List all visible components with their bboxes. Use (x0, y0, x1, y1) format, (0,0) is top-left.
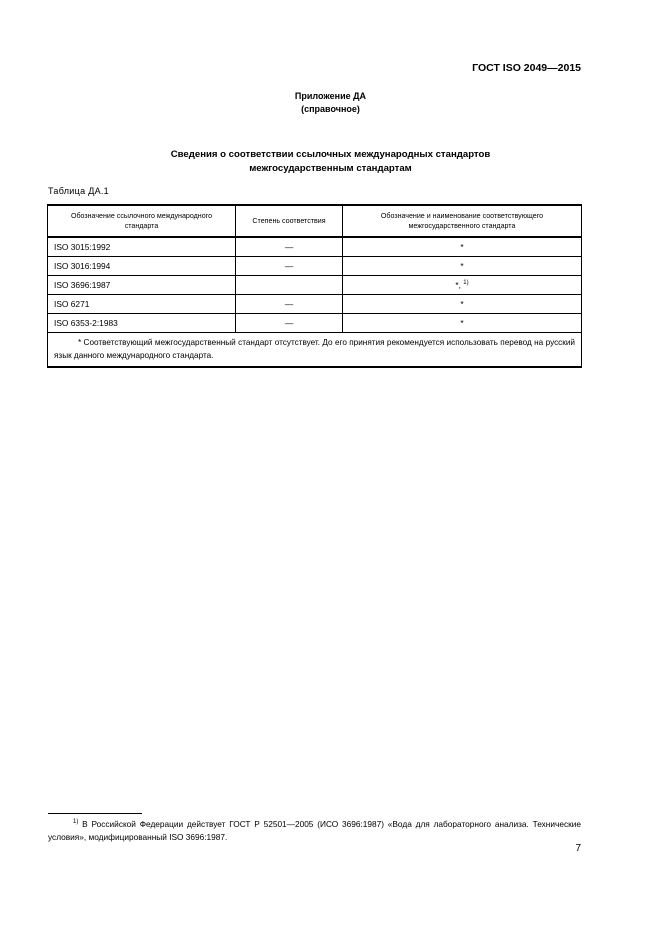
correspondence-table (47, 204, 582, 368)
table-note (48, 333, 582, 368)
cell-standard-code: ISO 3015:1992 (48, 237, 236, 257)
cell-degree: — (236, 314, 343, 333)
annex-subtitle: (справочное) (301, 104, 360, 114)
table-row (48, 276, 582, 295)
cell-interstate (343, 276, 582, 295)
table-row (48, 295, 582, 314)
document-id: ГОСТ ISO 2049—2015 (472, 62, 581, 74)
cell-degree: — (236, 257, 343, 276)
section-heading (0, 148, 661, 175)
annex-title: Приложение ДА (294, 91, 367, 101)
cell-interstate-mark: * (460, 299, 464, 309)
cell-interstate (343, 314, 582, 333)
footnote-divider (48, 813, 142, 814)
footnote (48, 816, 581, 844)
heading-line-1: Сведения о соответствии ссылочных международных стандартов (170, 149, 491, 160)
cell-interstate-mark: * (460, 242, 464, 252)
table-note-row (48, 333, 582, 368)
annex-block (0, 90, 661, 116)
cell-interstate-mark: * (460, 318, 464, 328)
cell-degree (236, 276, 343, 295)
cell-interstate-mark: * (460, 261, 464, 271)
table-header-row (48, 205, 582, 237)
column-header-degree: Степень соответствия (236, 205, 343, 237)
table-row (48, 237, 582, 257)
table-note-text: * Соответствующий межгосударственный стандарт отсутствует. До его принятия рекомендуется использовать перевод на русский язык данного международного стандарта. (54, 338, 575, 360)
page-number: 7 (575, 843, 581, 854)
cell-interstate-mark: *, (455, 280, 464, 290)
cell-interstate (343, 237, 582, 257)
cell-standard-code: ISO 3016:1994 (48, 257, 236, 276)
column-header-interstate: Обозначение и наименование соответствующего межгосударственного стандарта (343, 205, 582, 237)
cell-standard-code: ISO 6271 (48, 295, 236, 314)
table-row (48, 314, 582, 333)
table-caption: Таблица ДА.1 (48, 186, 109, 196)
cell-standard-code: ISO 6353-2:1983 (48, 314, 236, 333)
column-header-international: Обозначение ссылочного международного стандарта (48, 205, 236, 237)
cell-interstate (343, 257, 582, 276)
cell-degree: — (236, 295, 343, 314)
cell-interstate (343, 295, 582, 314)
footnote-text: В Российской Федерации действует ГОСТ Р 52501—2005 (ИСО 3696:1987) «Вода для лабораторного анализа. Технические условия», модифицированный ISO 3696:1987. (48, 818, 581, 842)
table-row (48, 257, 582, 276)
cell-degree: — (236, 237, 343, 257)
cell-interstate-footnote: 1) (463, 280, 469, 287)
footnote-marker: 1) (73, 819, 79, 825)
cell-standard-code: ISO 3696:1987 (48, 276, 236, 295)
heading-line-2: межгосударственным стандартам (249, 162, 412, 174)
